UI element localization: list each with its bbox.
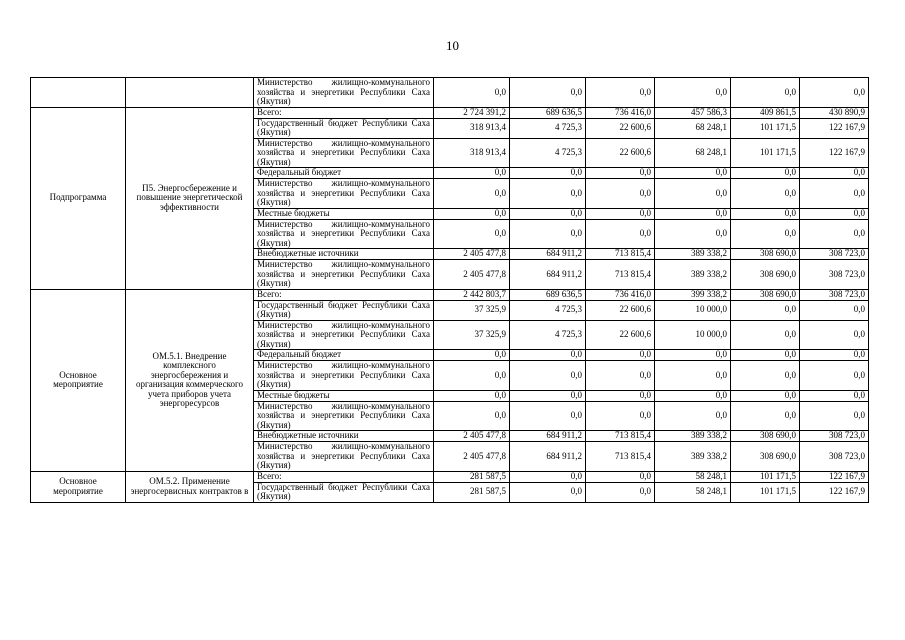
value-year-5: 0,0 xyxy=(800,390,869,401)
value-year-3: 68 248,1 xyxy=(655,118,731,138)
value-total: 2 405 477,8 xyxy=(434,249,510,260)
value-total: 0,0 xyxy=(434,219,510,249)
value-year-4: 0,0 xyxy=(731,390,800,401)
value-year-5: 122 167,9 xyxy=(800,118,869,138)
funding-source-cell: Министерство жилищно-коммунального хозяйства и энергетики Республики Саха (Якутия) xyxy=(254,320,434,350)
value-total: 2 405 477,8 xyxy=(434,260,510,290)
value-year-1: 0,0 xyxy=(510,168,586,179)
value-year-3: 0,0 xyxy=(655,401,731,431)
value-year-1: 4 725,3 xyxy=(510,118,586,138)
value-year-1: 0,0 xyxy=(510,219,586,249)
value-year-2: 0,0 xyxy=(586,401,655,431)
value-total: 0,0 xyxy=(434,179,510,209)
value-year-4: 0,0 xyxy=(731,361,800,391)
value-year-2: 22 600,6 xyxy=(586,320,655,350)
value-year-4: 0,0 xyxy=(731,179,800,209)
value-year-5: 0,0 xyxy=(800,401,869,431)
funding-source-cell: Министерство жилищно-коммунального хозяйства и энергетики Республики Саха (Якутия) xyxy=(254,361,434,391)
value-year-3: 0,0 xyxy=(655,390,731,401)
value-year-1: 4 725,3 xyxy=(510,320,586,350)
value-year-5: 0,0 xyxy=(800,300,869,320)
value-total: 0,0 xyxy=(434,390,510,401)
value-year-3: 0,0 xyxy=(655,208,731,219)
value-year-4: 308 690,0 xyxy=(731,289,800,300)
value-year-1: 0,0 xyxy=(510,208,586,219)
value-year-4: 308 690,0 xyxy=(731,249,800,260)
value-year-5: 0,0 xyxy=(800,78,869,108)
value-year-3: 0,0 xyxy=(655,168,731,179)
value-year-5: 0,0 xyxy=(800,361,869,391)
value-year-1: 684 911,2 xyxy=(510,442,586,472)
value-total: 318 913,4 xyxy=(434,138,510,168)
value-year-3: 68 248,1 xyxy=(655,138,731,168)
program-cell: ОМ.5.1. Внедрение комплексного энергосбережения и организация коммерческого учета приборов учета энергоресурсов xyxy=(126,289,254,471)
value-year-3: 10 000,0 xyxy=(655,300,731,320)
value-total: 0,0 xyxy=(434,350,510,361)
value-year-2: 713 815,4 xyxy=(586,249,655,260)
value-year-2: 0,0 xyxy=(586,219,655,249)
table-row xyxy=(31,107,869,118)
value-year-3: 58 248,1 xyxy=(655,482,731,502)
value-year-2: 0,0 xyxy=(586,390,655,401)
value-year-4: 0,0 xyxy=(731,401,800,431)
value-total: 0,0 xyxy=(434,401,510,431)
value-year-4: 101 171,5 xyxy=(731,471,800,482)
funding-source-cell: Всего: xyxy=(254,107,434,118)
category-cell: Основное мероприятие xyxy=(31,471,126,502)
value-year-4: 0,0 xyxy=(731,300,800,320)
value-total: 37 325,9 xyxy=(434,320,510,350)
value-year-1: 684 911,2 xyxy=(510,249,586,260)
value-year-3: 389 338,2 xyxy=(655,260,731,290)
value-year-5: 0,0 xyxy=(800,168,869,179)
value-year-3: 399 338,2 xyxy=(655,289,731,300)
value-year-3: 389 338,2 xyxy=(655,249,731,260)
program-cell: П5. Энергосбережение и повышение энергетической эффективности xyxy=(126,107,254,289)
value-year-5: 308 723,0 xyxy=(800,289,869,300)
value-total: 0,0 xyxy=(434,361,510,391)
value-year-5: 308 723,0 xyxy=(800,431,869,442)
value-year-4: 308 690,0 xyxy=(731,442,800,472)
value-year-1: 689 636,5 xyxy=(510,107,586,118)
value-year-3: 0,0 xyxy=(655,78,731,108)
value-year-2: 736 416,0 xyxy=(586,107,655,118)
value-year-2: 0,0 xyxy=(586,482,655,502)
table-row xyxy=(31,471,869,482)
funding-source-cell: Министерство жилищно-коммунального хозяйства и энергетики Республики Саха (Якутия) xyxy=(254,78,434,108)
value-year-4: 308 690,0 xyxy=(731,431,800,442)
value-year-5: 122 167,9 xyxy=(800,138,869,168)
value-total: 0,0 xyxy=(434,78,510,108)
funding-source-cell: Внебюджетные источники xyxy=(254,431,434,442)
program-cell: ОМ.5.2. Применение энергосервисных контрактов в xyxy=(126,471,254,502)
funding-source-cell: Федеральный бюджет xyxy=(254,350,434,361)
value-year-1: 0,0 xyxy=(510,482,586,502)
value-year-3: 389 338,2 xyxy=(655,442,731,472)
value-year-1: 0,0 xyxy=(510,78,586,108)
funding-source-cell: Государственный бюджет Республики Саха (Якутия) xyxy=(254,118,434,138)
value-year-1: 0,0 xyxy=(510,179,586,209)
budget-table xyxy=(30,77,869,503)
value-year-2: 736 416,0 xyxy=(586,289,655,300)
value-total: 2 405 477,8 xyxy=(434,431,510,442)
value-year-4: 0,0 xyxy=(731,78,800,108)
value-year-1: 684 911,2 xyxy=(510,431,586,442)
value-year-4: 101 171,5 xyxy=(731,118,800,138)
value-year-2: 0,0 xyxy=(586,208,655,219)
category-cell xyxy=(31,78,126,108)
value-year-1: 0,0 xyxy=(510,350,586,361)
value-total: 281 587,5 xyxy=(434,471,510,482)
value-total: 2 724 391,2 xyxy=(434,107,510,118)
value-year-4: 409 861,5 xyxy=(731,107,800,118)
value-total: 318 913,4 xyxy=(434,118,510,138)
value-total: 281 587,5 xyxy=(434,482,510,502)
value-year-4: 0,0 xyxy=(731,208,800,219)
value-year-2: 713 815,4 xyxy=(586,260,655,290)
table-row xyxy=(31,289,869,300)
value-year-1: 684 911,2 xyxy=(510,260,586,290)
value-year-1: 0,0 xyxy=(510,401,586,431)
funding-source-cell: Министерство жилищно-коммунального хозяйства и энергетики Республики Саха (Якутия) xyxy=(254,401,434,431)
value-year-1: 0,0 xyxy=(510,471,586,482)
value-year-1: 689 636,5 xyxy=(510,289,586,300)
value-year-5: 308 723,0 xyxy=(800,442,869,472)
funding-source-cell: Министерство жилищно-коммунального хозяйства и энергетики Республики Саха (Якутия) xyxy=(254,442,434,472)
value-year-4: 0,0 xyxy=(731,219,800,249)
value-total: 0,0 xyxy=(434,208,510,219)
value-year-4: 0,0 xyxy=(731,168,800,179)
funding-source-cell: Местные бюджеты xyxy=(254,390,434,401)
value-year-4: 0,0 xyxy=(731,320,800,350)
value-year-2: 713 815,4 xyxy=(586,431,655,442)
value-year-5: 308 723,0 xyxy=(800,249,869,260)
value-year-3: 0,0 xyxy=(655,219,731,249)
value-year-2: 0,0 xyxy=(586,361,655,391)
value-year-2: 0,0 xyxy=(586,350,655,361)
value-year-1: 4 725,3 xyxy=(510,138,586,168)
value-year-3: 0,0 xyxy=(655,361,731,391)
value-year-4: 101 171,5 xyxy=(731,138,800,168)
value-total: 37 325,9 xyxy=(434,300,510,320)
category-cell: Подпрограмма xyxy=(31,107,126,289)
page-number: 10 xyxy=(446,38,459,53)
value-year-2: 22 600,6 xyxy=(586,300,655,320)
funding-source-cell: Министерство жилищно-коммунального хозяйства и энергетики Республики Саха (Якутия) xyxy=(254,260,434,290)
value-year-5: 308 723,0 xyxy=(800,260,869,290)
value-year-1: 0,0 xyxy=(510,361,586,391)
value-total: 2 405 477,8 xyxy=(434,442,510,472)
value-year-3: 0,0 xyxy=(655,179,731,209)
value-year-2: 0,0 xyxy=(586,168,655,179)
funding-source-cell: Министерство жилищно-коммунального хозяйства и энергетики Республики Саха (Якутия) xyxy=(254,179,434,209)
value-year-5: 430 890,9 xyxy=(800,107,869,118)
value-year-2: 0,0 xyxy=(586,78,655,108)
value-year-5: 122 167,9 xyxy=(800,471,869,482)
category-cell: Основное мероприятие xyxy=(31,289,126,471)
funding-source-cell: Внебюджетные источники xyxy=(254,249,434,260)
value-year-2: 713 815,4 xyxy=(586,442,655,472)
value-year-5: 0,0 xyxy=(800,208,869,219)
value-year-3: 389 338,2 xyxy=(655,431,731,442)
value-year-2: 22 600,6 xyxy=(586,118,655,138)
value-year-3: 0,0 xyxy=(655,350,731,361)
value-year-4: 101 171,5 xyxy=(731,482,800,502)
value-year-1: 4 725,3 xyxy=(510,300,586,320)
value-year-5: 0,0 xyxy=(800,350,869,361)
value-year-5: 0,0 xyxy=(800,219,869,249)
funding-source-cell: Министерство жилищно-коммунального хозяйства и энергетики Республики Саха (Якутия) xyxy=(254,219,434,249)
value-year-5: 122 167,9 xyxy=(800,482,869,502)
value-year-2: 0,0 xyxy=(586,179,655,209)
value-year-3: 10 000,0 xyxy=(655,320,731,350)
value-year-2: 22 600,6 xyxy=(586,138,655,168)
value-year-1: 0,0 xyxy=(510,390,586,401)
value-total: 0,0 xyxy=(434,168,510,179)
funding-source-cell: Государственный бюджет Республики Саха (Якутия) xyxy=(254,482,434,502)
value-year-3: 58 248,1 xyxy=(655,471,731,482)
funding-source-cell: Федеральный бюджет xyxy=(254,168,434,179)
funding-source-cell: Местные бюджеты xyxy=(254,208,434,219)
program-cell xyxy=(126,78,254,108)
value-year-3: 457 586,3 xyxy=(655,107,731,118)
value-year-5: 0,0 xyxy=(800,179,869,209)
value-total: 2 442 803,7 xyxy=(434,289,510,300)
value-year-4: 308 690,0 xyxy=(731,260,800,290)
value-year-2: 0,0 xyxy=(586,471,655,482)
table-row xyxy=(31,78,869,108)
value-year-5: 0,0 xyxy=(800,320,869,350)
funding-source-cell: Министерство жилищно-коммунального хозяйства и энергетики Республики Саха (Якутия) xyxy=(254,138,434,168)
funding-source-cell: Всего: xyxy=(254,471,434,482)
funding-source-cell: Государственный бюджет Республики Саха (Якутия) xyxy=(254,300,434,320)
funding-source-cell: Всего: xyxy=(254,289,434,300)
value-year-4: 0,0 xyxy=(731,350,800,361)
